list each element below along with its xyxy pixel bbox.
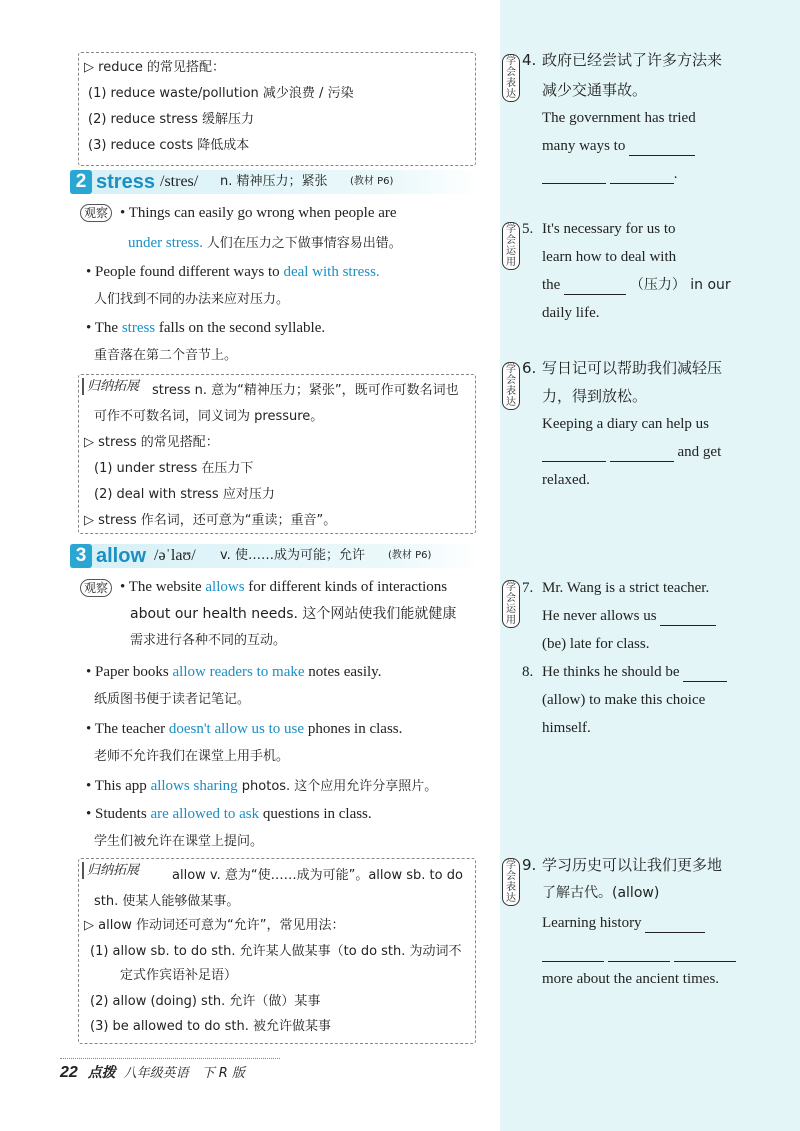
answer-blank[interactable] [542,947,604,962]
question-text: The government has tried [542,110,696,126]
question-prompt: 减少交通事故。 [542,81,648,99]
summary-line: 可作不可数名词，同义词为 pressure。 [94,409,324,424]
answer-blank[interactable] [683,667,727,682]
section-number: 3 [70,544,92,568]
learn-use-badge: 学会运用 [502,222,520,270]
box1-item: (3) reduce costs 降低成本 [88,138,250,153]
sentence-text: • The teacher [86,721,169,737]
example-sentence [86,804,372,824]
question-text: relaxed. [542,472,590,488]
question-text [542,136,695,156]
summary-line: stress n. 意为“精神压力；紧张”，既可作可数名词也 [152,383,459,398]
question-text-span: the [542,277,561,293]
question-text: (allow) to make this choice [542,692,706,708]
answer-blank[interactable] [564,280,626,295]
example-sentence [86,776,437,797]
example-sentence [86,262,380,282]
question-text-span: Learning history [542,915,642,931]
footer-rule [60,1058,280,1059]
example-sentence: • Things can easily go wrong when people are [120,205,397,221]
highlight-phrase: deal with stress. [283,264,380,280]
learn-express-badge: 学会表达 [502,54,520,102]
question-text-span: He thinks he should be [542,664,680,680]
answer-blank[interactable] [542,447,606,462]
sentence-text: questions in class. [259,806,372,822]
example-sentence [86,318,325,338]
phonetic: /əˈlaʊ/ [154,547,196,564]
question-number: 8. [522,664,534,680]
question-text: more about the ancient times. [542,971,720,987]
question-text: daily life. [542,305,600,321]
summary-line: (1) under stress 在压力下 [94,461,254,476]
translation: 老师不允许我们在课堂上用手机。 [94,749,290,764]
summary-line: (1) allow sb. to do sth. 允许某人做某事（to do sth. 为动词不 [90,944,462,959]
answer-blank[interactable] [645,918,705,933]
summary-line: (2) allow (doing) sth. 允许（做）某事 [90,994,321,1009]
stress-header [70,170,480,194]
learn-express-badge: 学会表达 [502,858,520,906]
sentence-text: • People found different ways to [86,264,284,280]
question-number: 7. [522,580,534,596]
learn-use-badge: 学会运用 [502,580,520,628]
learn-express-badge: 学会表达 [502,362,520,410]
translation: 纸质图书便于读者记笔记。 [94,692,251,707]
phonetic: /stres/ [160,173,199,190]
triangle-bullet-icon: ▷ [84,918,94,933]
observe-tag: 观察 [80,204,112,222]
question-text-span: many ways to [542,138,626,154]
question-prompt: 了解古代。(allow) [542,885,660,901]
sentence-text: photos. 这个应用允许分享照片。 [237,779,438,794]
example-sentence [86,662,381,682]
question-prompt: 政府已经尝试了许多方法来 [542,51,723,69]
translation: 人们找到不同的办法来应对压力。 [94,292,290,307]
definition: n. 精神压力；紧张 [220,174,328,189]
question-number: 9. [522,856,537,874]
summary-text: stress 的常见搭配： [98,435,219,450]
translation: 重音落在第二个音节上。 [94,348,238,363]
summary-line: 定式作宾语补足语） [120,968,238,983]
page-number: 22 [60,1064,78,1081]
question-text: (be) late for class. [542,636,650,652]
sentence-text: • Paper books [86,664,173,680]
question-text [542,442,721,462]
example-sentence [86,719,402,739]
highlight-phrase: are allowed to ask [150,806,260,822]
answer-line: . [542,164,678,184]
sentence-text: • This app [86,778,151,794]
allow-header [70,544,480,568]
highlight-phrase: allows [205,579,245,595]
question-text: Keeping a diary can help us [542,416,710,432]
textbook-ref: (教材 P6) [388,550,432,561]
answer-blank[interactable] [674,947,736,962]
sentence-text: phones in class. [304,721,403,737]
question-text-span: （压力） in our [629,277,731,293]
highlight-phrase: under stress. [128,235,203,251]
sentence-text: notes easily. [304,664,382,680]
answer-blank[interactable] [610,169,674,184]
summary-tag: 归纳拓展 [82,378,139,395]
question-text [542,606,716,626]
observe-tag: 观察 [80,579,112,597]
summary-text: stress 作名词，还可意为“重读；重音”。 [98,513,337,528]
page-footer [60,1062,245,1082]
summary-line: allow v. 意为“使……成为可能”。allow sb. to do [172,868,463,883]
question-text-span: He never allows us [542,608,657,624]
highlight-phrase: allow readers to make [172,664,305,680]
question-prompt: 写日记可以帮助我们减轻压 [542,359,723,377]
definition: v. 使……成为可能；允许 [220,548,365,563]
example-sentence [120,577,447,597]
highlight-phrase: doesn't allow us to use [168,721,305,737]
question-prompt: 学习历史可以让我们更多地 [542,856,723,874]
box1-title-text: reduce 的常见搭配： [98,60,225,75]
series-name: 点拨 [87,1065,116,1081]
triangle-bullet-icon: ▷ [84,435,94,450]
question-number: 5. [522,221,534,237]
summary-text: allow 作动词还可意为“允许”，常见用法： [98,918,345,933]
question-text [542,662,727,682]
summary-line [84,433,219,453]
question-text [542,275,731,295]
sentence-text: • The website [120,579,206,595]
summary-line [84,511,336,531]
box1-item: (1) reduce waste/pollution 减少浪费 / 污染 [88,86,354,101]
box1-title [84,58,225,78]
sentence-text: falls on the second syllable. [155,320,326,336]
example-sentence [128,233,402,254]
highlight-phrase: allows sharing [150,778,238,794]
translation: 人们在压力之下做事情容易出错。 [206,236,402,251]
book-title: 八年级英语 下 R 版 [123,1066,245,1081]
summary-line: (3) be allowed to do sth. 被允许做某事 [90,1019,331,1034]
question-text [542,913,705,933]
answer-blank[interactable] [610,447,674,462]
question-number: 4. [522,51,537,69]
question-text: Mr. Wang is a strict teacher. [542,580,710,596]
triangle-bullet-icon: ▷ [84,513,94,528]
sentence-text: • The [86,320,122,336]
headword: stress [96,171,155,193]
question-text: himself. [542,720,591,736]
question-number: 6. [522,359,537,377]
summary-line [84,916,345,936]
textbook-ref: (教材 P6) [350,176,394,187]
answer-blank[interactable] [542,169,606,184]
question-prompt: 力，得到放松。 [542,387,648,405]
summary-tag: 归纳拓展 [82,862,139,879]
highlight-phrase: stress [121,320,156,336]
translation: 学生们被允许在课堂上提问。 [94,834,264,849]
summary-line: sth. 使某人能够做某事。 [94,894,240,909]
example-sentence: about our health needs. 这个网站使我们能就健康 [130,606,457,622]
translation: 需求进行各种不同的互动。 [130,633,287,648]
answer-blank[interactable] [629,141,695,156]
sentence-text: for different kinds of interactions [244,579,448,595]
summary-line: (2) deal with stress 应对压力 [94,487,275,502]
section-number: 2 [70,170,92,194]
question-text: It's necessary for us to [542,221,676,237]
headword: allow [96,545,147,567]
answer-blank[interactable] [660,611,716,626]
triangle-bullet-icon: ▷ [84,60,94,75]
answer-blank[interactable] [608,947,670,962]
answer-line [542,942,736,962]
box1-item: (2) reduce stress 缓解压力 [88,112,254,127]
sentence-text: • Students [86,806,151,822]
question-text-span: and get [677,444,722,460]
question-text: learn how to deal with [542,249,677,265]
